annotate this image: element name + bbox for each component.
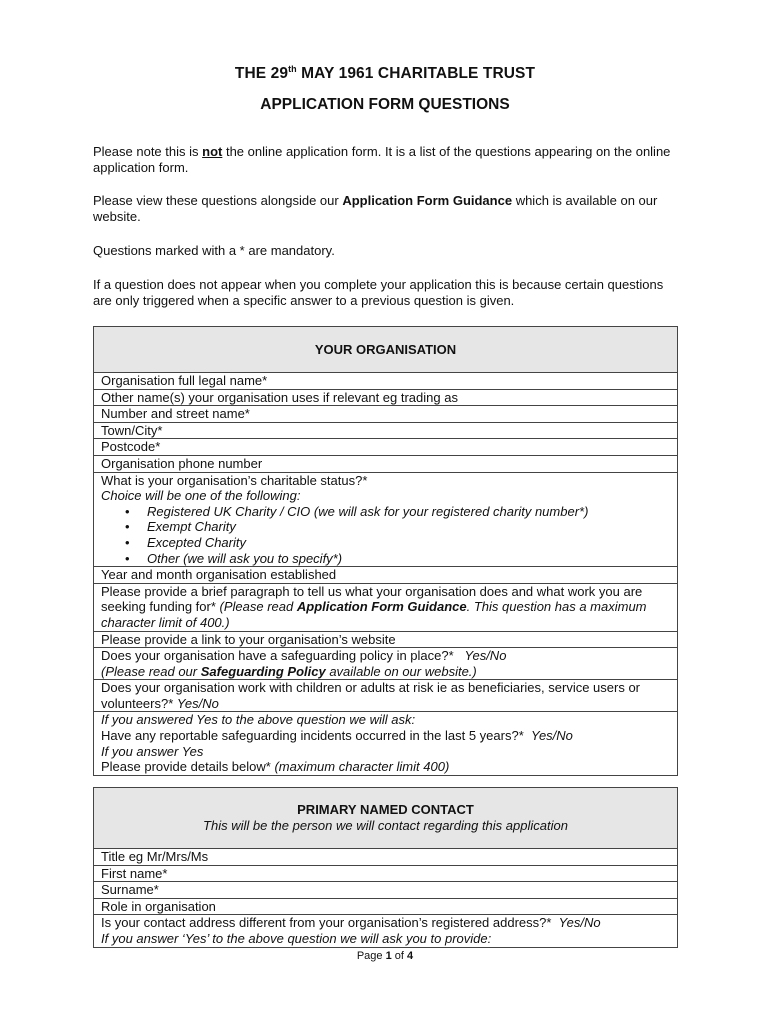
row-phone: Organisation phone number	[94, 455, 678, 472]
row-street: Number and street name*	[94, 406, 678, 423]
organisation-table	[93, 326, 678, 776]
row-postcode: Postcode*	[94, 439, 678, 456]
contact-table	[93, 787, 678, 948]
page-number: Page 1 of 4	[356, 950, 414, 962]
intro-note: Please note this is not the online application form. It is a list of the questions appearing on the online application form.	[93, 144, 671, 175]
row-surname: Surname*	[94, 882, 678, 899]
status-choice-intro: Choice will be one of the following:	[101, 488, 301, 504]
status-option: • Excepted Charity	[147, 535, 677, 551]
document-subtitle: APPLICATION FORM QUESTIONS	[260, 96, 510, 113]
status-option: • Exempt Charity	[147, 519, 677, 535]
row-town: Town/City*	[94, 422, 678, 439]
contact-subheading: This will be the person we will contact regarding this application	[203, 818, 568, 833]
row-website: Please provide a link to your organisation’s website	[94, 631, 678, 648]
row-children-adults: Does your organisation work with children or adults at risk ie as beneficiaries, service users or volunteers?* Yes/No	[94, 680, 678, 712]
row-safeguarding: Does your organisation have a safeguarding policy in place?* Yes/No (Please read our Safeguarding Policy available on our website.)	[94, 648, 678, 680]
row-first-name: First name*	[94, 865, 678, 882]
status-option: • Registered UK Charity / CIO (we will ask for your registered charity number*)	[147, 504, 677, 520]
status-options-list	[101, 504, 677, 566]
row-established: Year and month organisation established	[94, 567, 678, 584]
contact-heading-cell	[94, 788, 678, 849]
row-role: Role in organisation	[94, 898, 678, 915]
status-option: • Other (we will ask you to specify*)	[147, 551, 677, 567]
row-legal-name: Organisation full legal name*	[94, 373, 678, 390]
row-contact-title: Title eg Mr/Mrs/Ms	[94, 849, 678, 866]
contact-heading: PRIMARY NAMED CONTACT	[297, 802, 474, 818]
organisation-heading: YOUR ORGANISATION	[314, 341, 457, 357]
intro-guidance: Please view these questions alongside our Application Form Guidance which is available on our website.	[93, 193, 658, 224]
row-incidents: If you answered Yes to the above question we will ask: Have any reportable safeguarding incidents occurred in the last 5 years?* Yes/No If you answer Yes Please provide details below* (maximum character limit 400)	[94, 712, 678, 775]
intro-mandatory: Questions marked with a * are mandatory.	[93, 243, 335, 258]
intro-triggered: If a question does not appear when you complete your application this is because certain questions are only triggered when a specific answer to a previous question is given.	[93, 277, 664, 308]
row-contact-address: Is your contact address different from your organisation’s registered address?* Yes/No If you answer ‘Yes’ to the above question we will ask you to provide:	[94, 915, 678, 947]
row-charitable-status	[94, 472, 678, 567]
row-brief-paragraph: Please provide a brief paragraph to tell us what your organisation does and what work you are seeking funding for* (Please read Application Form Guidance. This question has a maximum character limit of 400.)	[94, 583, 678, 631]
row-other-names: Other name(s) your organisation uses if relevant eg trading as	[94, 389, 678, 406]
status-question: What is your organisation’s charitable status?*	[101, 472, 368, 488]
organisation-heading-cell	[94, 327, 678, 373]
document-title: THE 29th MAY 1961 CHARITABLE TRUST	[234, 64, 536, 82]
